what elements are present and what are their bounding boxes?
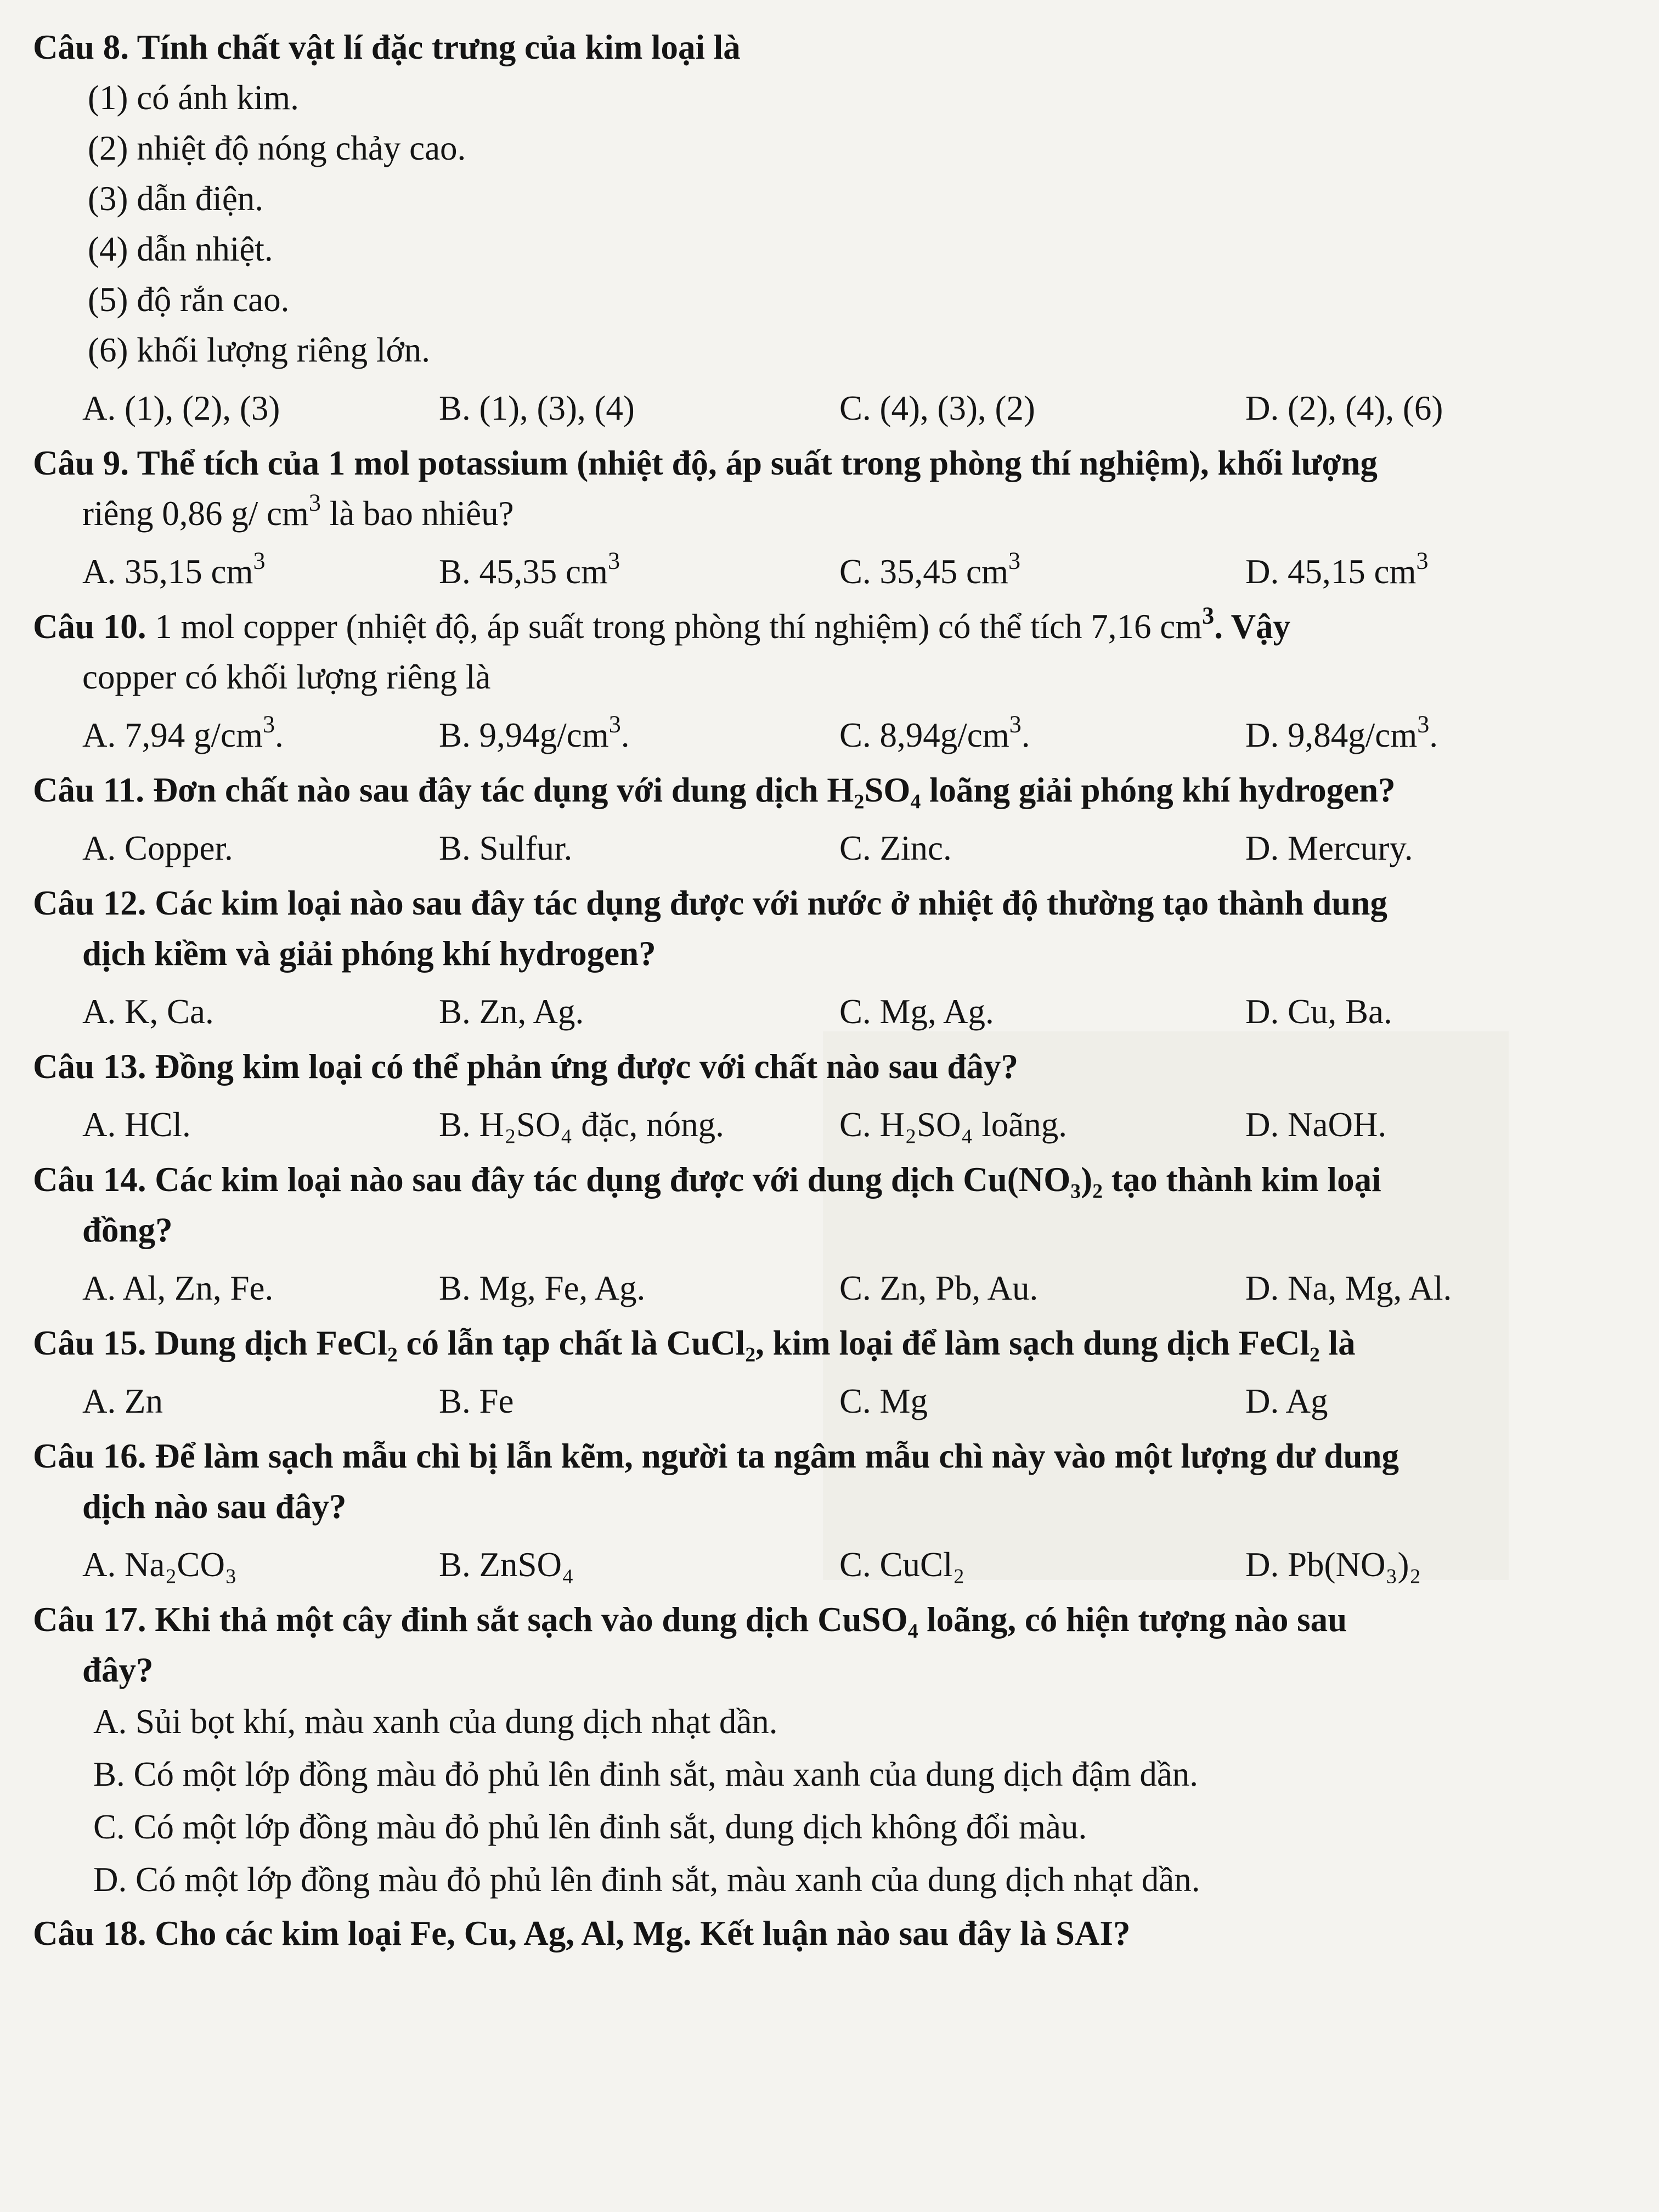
- option-d[interactable]: D. $9,84g/cm^3$.: [1245, 710, 1438, 754]
- statement-item: (6) khối lượng riêng lớn.: [88, 331, 430, 369]
- question-10-stem: [33, 601, 1624, 652]
- question-text: Khi thả một cây đinh sắt sạch vào dung dịch CuSO₄ loãng, có hiện tượng nào sau: [155, 1600, 1347, 1639]
- question-17: [33, 1594, 1624, 1906]
- option-d[interactable]: D. Na, Mg, Al.: [1245, 1269, 1452, 1307]
- question-text: Đồng kim loại có thể phản ứng được với chất nào sau đây?: [155, 1047, 1018, 1086]
- option-b[interactable]: B. Zn, Ag.: [439, 992, 584, 1031]
- question-14: [33, 1154, 1624, 1318]
- statement-item: (2) nhiệt độ nóng chảy cao.: [88, 129, 466, 167]
- option-b[interactable]: B. (1), (3), (4): [439, 389, 635, 427]
- question-text: 1 mol copper (nhiệt độ, áp suất trong phòng thí nghiệm) có thể tích 7,16 cm: [155, 607, 1203, 646]
- question-text-continued: đồng?: [82, 1211, 173, 1249]
- question-number: Câu 16.: [33, 1437, 146, 1475]
- question-text: Các kim loại nào sau đây tác dụng được với dung dịch Cu(NO₃)₂ tạo thành kim loại: [155, 1160, 1381, 1199]
- superscript: 3: [1009, 710, 1022, 738]
- option-text: D. 45,15 cm: [1245, 552, 1417, 591]
- statement-item: (4) dẫn nhiệt.: [88, 230, 273, 268]
- question-18-stem: [33, 1908, 1624, 1959]
- question-number: Câu 10.: [33, 607, 146, 646]
- question-16: [33, 1431, 1624, 1594]
- question-18: [33, 1908, 1624, 1959]
- question-text: Thể tích của 1 mol potassium (nhiệt độ, áp suất trong phòng thí nghiệm), khối lượng: [137, 444, 1378, 482]
- question-11-stem: [33, 765, 1624, 815]
- option-c[interactable]: C. Có một lớp đồng màu đỏ phủ lên đinh sắt, dung dịch không đổi màu.: [93, 1808, 1087, 1846]
- superscript: 3: [608, 547, 620, 574]
- question-text-continued: đây?: [82, 1651, 154, 1689]
- answer-options: [33, 819, 1624, 878]
- option-b[interactable]: B. H₂SO₄ đặc, nóng.: [439, 1105, 724, 1144]
- question-15-stem: [33, 1318, 1624, 1368]
- question-number: Câu 17.: [33, 1600, 146, 1639]
- question-text: Để làm sạch mẫu chì bị lẫn kẽm, người ta ngâm mẫu chì này vào một lượng dư dung: [155, 1437, 1400, 1475]
- superscript: 3: [1417, 710, 1430, 738]
- question-15: [33, 1318, 1624, 1431]
- question-text: Tính chất vật lí đặc trưng của kim loại là: [137, 28, 741, 66]
- option-b[interactable]: B. Mg, Fe, Ag.: [439, 1269, 646, 1307]
- option-text: D. 9,84g/cm: [1245, 716, 1418, 754]
- option-c[interactable]: C. CuCl₂: [839, 1545, 965, 1584]
- option-text: C. 8,94g/cm: [839, 716, 1009, 754]
- question-9: [33, 438, 1624, 601]
- option-b[interactable]: B. $9,94g/cm^3$.: [439, 710, 630, 754]
- option-text: C. 35,45 cm: [839, 552, 1008, 591]
- superscript: 3: [1202, 602, 1215, 629]
- answer-options: [33, 1535, 1624, 1594]
- text-segment: là bao nhiêu?: [320, 494, 514, 533]
- option-b[interactable]: B. Sulfur.: [439, 829, 573, 867]
- statement-item: (3) dẫn điện.: [88, 179, 264, 218]
- question-number: Câu 14.: [33, 1160, 146, 1199]
- question-14-stem: [33, 1154, 1624, 1205]
- question-text: Dung dịch FeCl₂ có lẫn tạp chất là CuCl₂, kim loại để làm sạch dung dịch FeCl₂ là: [155, 1324, 1356, 1362]
- option-a[interactable]: A. Al, Zn, Fe.: [82, 1269, 274, 1307]
- question-12: [33, 878, 1624, 1041]
- question-text-continued: dịch nào sau đây?: [82, 1487, 347, 1526]
- option-text: B. 9,94g/cm: [439, 716, 609, 754]
- option-a[interactable]: A. Sủi bọt khí, màu xanh của dung dịch nhạt dần.: [93, 1702, 778, 1741]
- option-b[interactable]: [439, 546, 620, 597]
- question-text: Các kim loại nào sau đây tác dụng được với nước ở nhiệt độ thường tạo thành dung: [155, 884, 1387, 922]
- option-c[interactable]: [839, 546, 1020, 597]
- question-11: [33, 765, 1624, 878]
- question-9-stem: [33, 438, 1624, 488]
- question-17-stem: [33, 1594, 1624, 1645]
- superscript: 3: [608, 710, 621, 738]
- option-a[interactable]: A. Zn: [82, 1382, 163, 1420]
- question-number: Câu 8.: [33, 28, 129, 66]
- question-text-continued: dịch kiềm và giải phóng khí hydrogen?: [82, 934, 656, 973]
- answer-options: [33, 542, 1624, 601]
- option-d[interactable]: D. (2), (4), (6): [1245, 389, 1443, 427]
- text-segment: . Vậy: [1214, 607, 1291, 646]
- option-text: B. 45,35 cm: [439, 552, 608, 591]
- option-b[interactable]: B. Fe: [439, 1382, 514, 1420]
- question-13: [33, 1041, 1624, 1154]
- option-c[interactable]: C. Zn, Pb, Au.: [839, 1269, 1039, 1307]
- question-text-continued: copper có khối lượng riêng là: [82, 658, 491, 696]
- question-text-continued: [33, 488, 1624, 539]
- option-d[interactable]: D. Pb(NO₃)₂: [1245, 1545, 1421, 1584]
- superscript: 3: [253, 547, 266, 574]
- option-d[interactable]: D. Cu, Ba.: [1245, 992, 1392, 1031]
- option-a[interactable]: A. Na₂CO₃: [82, 1545, 237, 1584]
- question-number: Câu 11.: [33, 771, 145, 809]
- answer-options: [33, 1372, 1624, 1431]
- question-list: [33, 22, 1624, 1959]
- option-d[interactable]: D. NaOH.: [1245, 1105, 1387, 1144]
- text-segment: riêng 0,86 g/ cm: [82, 494, 309, 533]
- option-a[interactable]: A. Copper.: [82, 829, 233, 867]
- option-d[interactable]: D. Ag: [1245, 1382, 1328, 1420]
- option-a[interactable]: [82, 546, 266, 597]
- answer-options: [33, 706, 1624, 765]
- option-b[interactable]: B. ZnSO₄: [439, 1545, 574, 1584]
- question-text: Cho các kim loại Fe, Cu, Ag, Al, Mg. Kết luận nào sau đây là SAI?: [155, 1914, 1131, 1953]
- question-number: Câu 18.: [33, 1914, 146, 1953]
- option-a[interactable]: A. HCl.: [82, 1105, 191, 1144]
- question-text: Đơn chất nào sau đây tác dụng với dung dịch H₂SO₄ loãng giải phóng khí hydrogen?: [153, 771, 1396, 809]
- question-number: Câu 15.: [33, 1324, 146, 1362]
- option-text: A. 7,94 g/cm: [82, 716, 263, 754]
- option-a[interactable]: A. (1), (2), (3): [82, 389, 280, 427]
- option-c[interactable]: C. H₂SO₄ loãng.: [839, 1105, 1067, 1144]
- superscript: 3: [308, 489, 321, 516]
- option-c[interactable]: C. Mg: [839, 1382, 928, 1420]
- option-b[interactable]: B. Có một lớp đồng màu đỏ phủ lên đinh sắt, màu xanh của dung dịch đậm dần.: [93, 1755, 1199, 1793]
- superscript: 3: [1416, 547, 1429, 574]
- question-12-stem: [33, 878, 1624, 928]
- option-d[interactable]: D. Có một lớp đồng màu đỏ phủ lên đinh sắt, màu xanh của dung dịch nhạt dần.: [93, 1860, 1200, 1899]
- question-number: Câu 9.: [33, 444, 129, 482]
- option-d[interactable]: [1245, 546, 1429, 597]
- question-10: [33, 601, 1624, 765]
- option-a[interactable]: A. K, Ca.: [82, 992, 214, 1031]
- superscript: 3: [1008, 547, 1021, 574]
- answer-options: [33, 1259, 1624, 1318]
- question-8-stem: [33, 22, 1624, 72]
- answer-options: [33, 1095, 1624, 1154]
- question-16-stem: [33, 1431, 1624, 1481]
- statement-item: (5) độ rắn cao.: [88, 280, 290, 319]
- superscript: 3: [262, 710, 275, 738]
- option-c[interactable]: C. Mg, Ag.: [839, 992, 994, 1031]
- statement-item: (1) có ánh kim.: [88, 78, 299, 117]
- option-c[interactable]: C. $8,94g/cm^3$.: [839, 710, 1030, 754]
- question-13-stem: [33, 1041, 1624, 1092]
- option-c[interactable]: C. (4), (3), (2): [839, 389, 1035, 427]
- question-number: Câu 12.: [33, 884, 146, 922]
- question-number: Câu 13.: [33, 1047, 146, 1086]
- option-text: A. 35,15 cm: [82, 552, 253, 591]
- option-a[interactable]: A. 7,94 $g/cm^3$.: [82, 710, 284, 754]
- option-d[interactable]: D. Mercury.: [1245, 829, 1413, 867]
- answer-options: [33, 982, 1624, 1041]
- answer-options: [33, 379, 1624, 438]
- option-c[interactable]: C. Zinc.: [839, 829, 952, 867]
- question-8: [33, 22, 1624, 438]
